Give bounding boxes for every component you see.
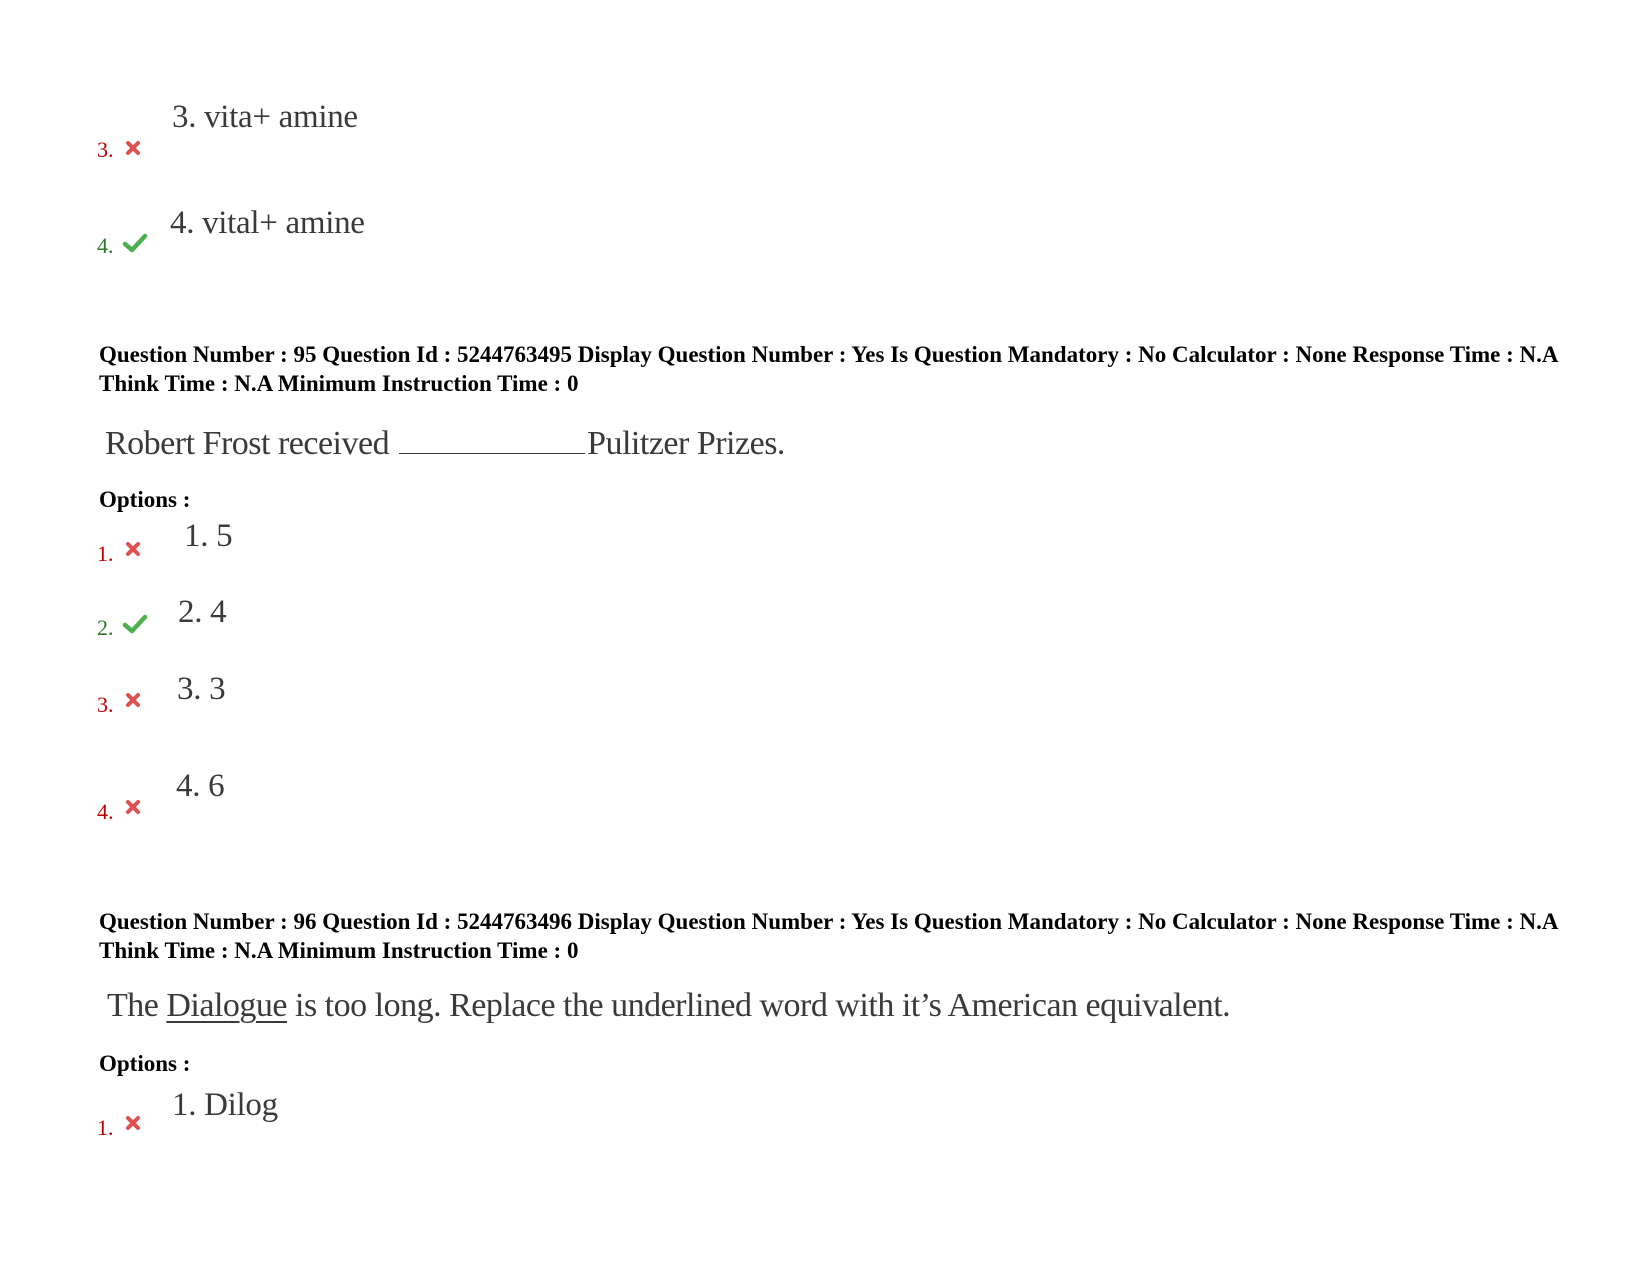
option-text: 3. 3	[177, 671, 226, 707]
option-number: 1.	[97, 541, 114, 566]
question-text	[107, 987, 1230, 1025]
option-number: 4.	[97, 233, 114, 258]
cross-icon	[125, 140, 141, 156]
option-text: 1. Dilog	[172, 1087, 278, 1123]
question-meta: Question Number : 96 Question Id : 5244763496 Display Question Number : Yes Is Question Mandatory : No Calculator : None Response Time : N.A Think Time : N.A Minimum Instruction Time : 0	[99, 909, 1558, 963]
option-number: 3.	[97, 692, 114, 717]
cross-icon	[125, 1115, 141, 1131]
question-text-after: is too long. Replace the underlined word with it’s American equivalent.	[295, 987, 1231, 1024]
cross-icon	[125, 541, 141, 557]
option-text: 1. 5	[184, 518, 233, 554]
check-icon	[122, 233, 148, 253]
option-number: 4.	[97, 799, 114, 824]
option-text: 4. 6	[176, 768, 225, 804]
answer-blank	[399, 425, 585, 454]
check-icon	[122, 614, 148, 634]
option-number: 2.	[97, 615, 114, 640]
question-text-after: Pulitzer Prizes.	[587, 425, 785, 462]
option-text: 3. vita+ amine	[172, 99, 358, 135]
question-text-before: Robert Frost received	[105, 425, 390, 462]
cross-icon	[125, 799, 141, 815]
question-meta: Question Number : 95 Question Id : 5244763495 Display Question Number : Yes Is Question Mandatory : No Calculator : None Response Time : N.A Think Time : N.A Minimum Instruction Time : 0	[99, 342, 1558, 396]
underlined-word: Dialogue	[166, 987, 287, 1024]
option-number: 3.	[97, 137, 114, 162]
question-text-before: The	[107, 987, 159, 1024]
cross-icon	[125, 692, 141, 708]
options-label: Options :	[99, 1051, 191, 1076]
option-number: 1.	[97, 1115, 114, 1140]
option-text: 4. vital+ amine	[170, 205, 365, 241]
options-label: Options :	[99, 487, 191, 512]
option-text: 2. 4	[178, 594, 227, 630]
question-text	[105, 425, 785, 463]
